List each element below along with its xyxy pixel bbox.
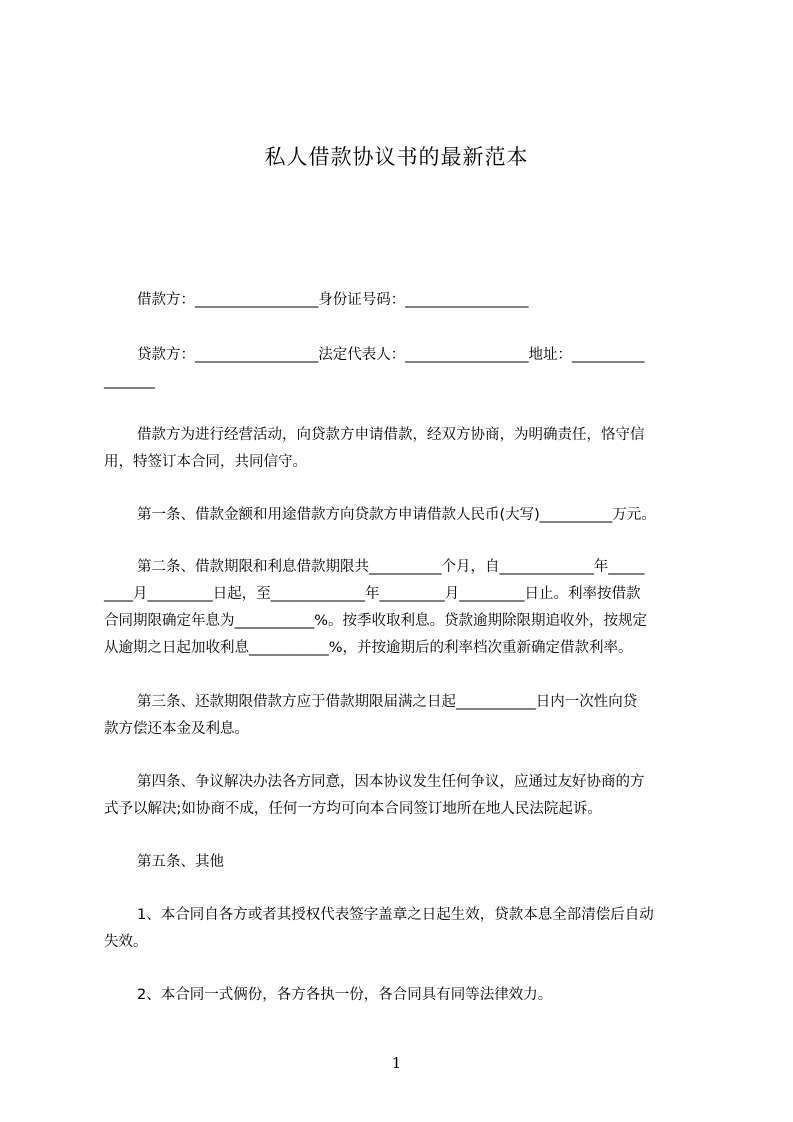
article-2-line-2: ____月_________日起，至_____________年_________月_________日止。利率按借款 — [104, 586, 641, 602]
other-item-1-line-1: 1、本合同自各方或者其授权代表签字盖章之日起生效，贷款本息全部清偿后自动 — [137, 907, 654, 923]
article-2-line-4: 从逾期之日起加收利息___________%，并按逾期后的利率档次重新确定借款利率。 — [104, 640, 633, 656]
article-5-heading: 第五条、其他 — [137, 854, 224, 870]
intro-paragraph-line-2: 用，特签订本合同，共同信守。 — [104, 454, 307, 470]
article-3-line-1: 第三条、还款期限借款方应于借款期限届满之日起___________日内一次性向贷 — [137, 694, 638, 710]
article-4-line-1: 第四条、争议解决办法各方同意，因本协议发生任何争议，应通过友好协商的方 — [137, 774, 645, 790]
page-number: 1 — [391, 1054, 402, 1072]
document-title: 私人借款协议书的最新范本 — [264, 145, 529, 169]
intro-paragraph-line-1: 借款方为进行经营活动，向贷款方申请借款，经双方协商，为明确责任，恪守信 — [137, 427, 645, 443]
borrower-line: 借款方：_________________身份证号码：_________________ — [137, 292, 529, 308]
article-2-line-3: 合同期限确定年息为___________%。按季收取利息。贷款逾期除限期追收外，按规定 — [104, 613, 648, 629]
article-3-line-2: 款方偿还本金及利息。 — [104, 721, 249, 737]
article-2-line-1: 第二条、借款期限和利息借款期限共__________个月，自_____________年_____ — [137, 559, 645, 575]
other-item-1-line-2: 失效。 — [104, 934, 148, 950]
lender-line-continuation: _______ — [104, 373, 155, 389]
lender-line: 贷款方：_________________法定代表人：_________________地址：__________ — [137, 347, 645, 363]
other-item-2-line: 2、本合同一式俩份，各方各执一份，各合同具有同等法律效力。 — [137, 987, 553, 1003]
article-4-line-2: 式予以解决;如协商不成，任何一方均可向本合同签订地所在地人民法院起诉。 — [104, 801, 602, 817]
article-1-line: 第一条、借款金额和用途借款方向贷款方申请借款人民币(大写)__________万元。 — [137, 507, 656, 523]
